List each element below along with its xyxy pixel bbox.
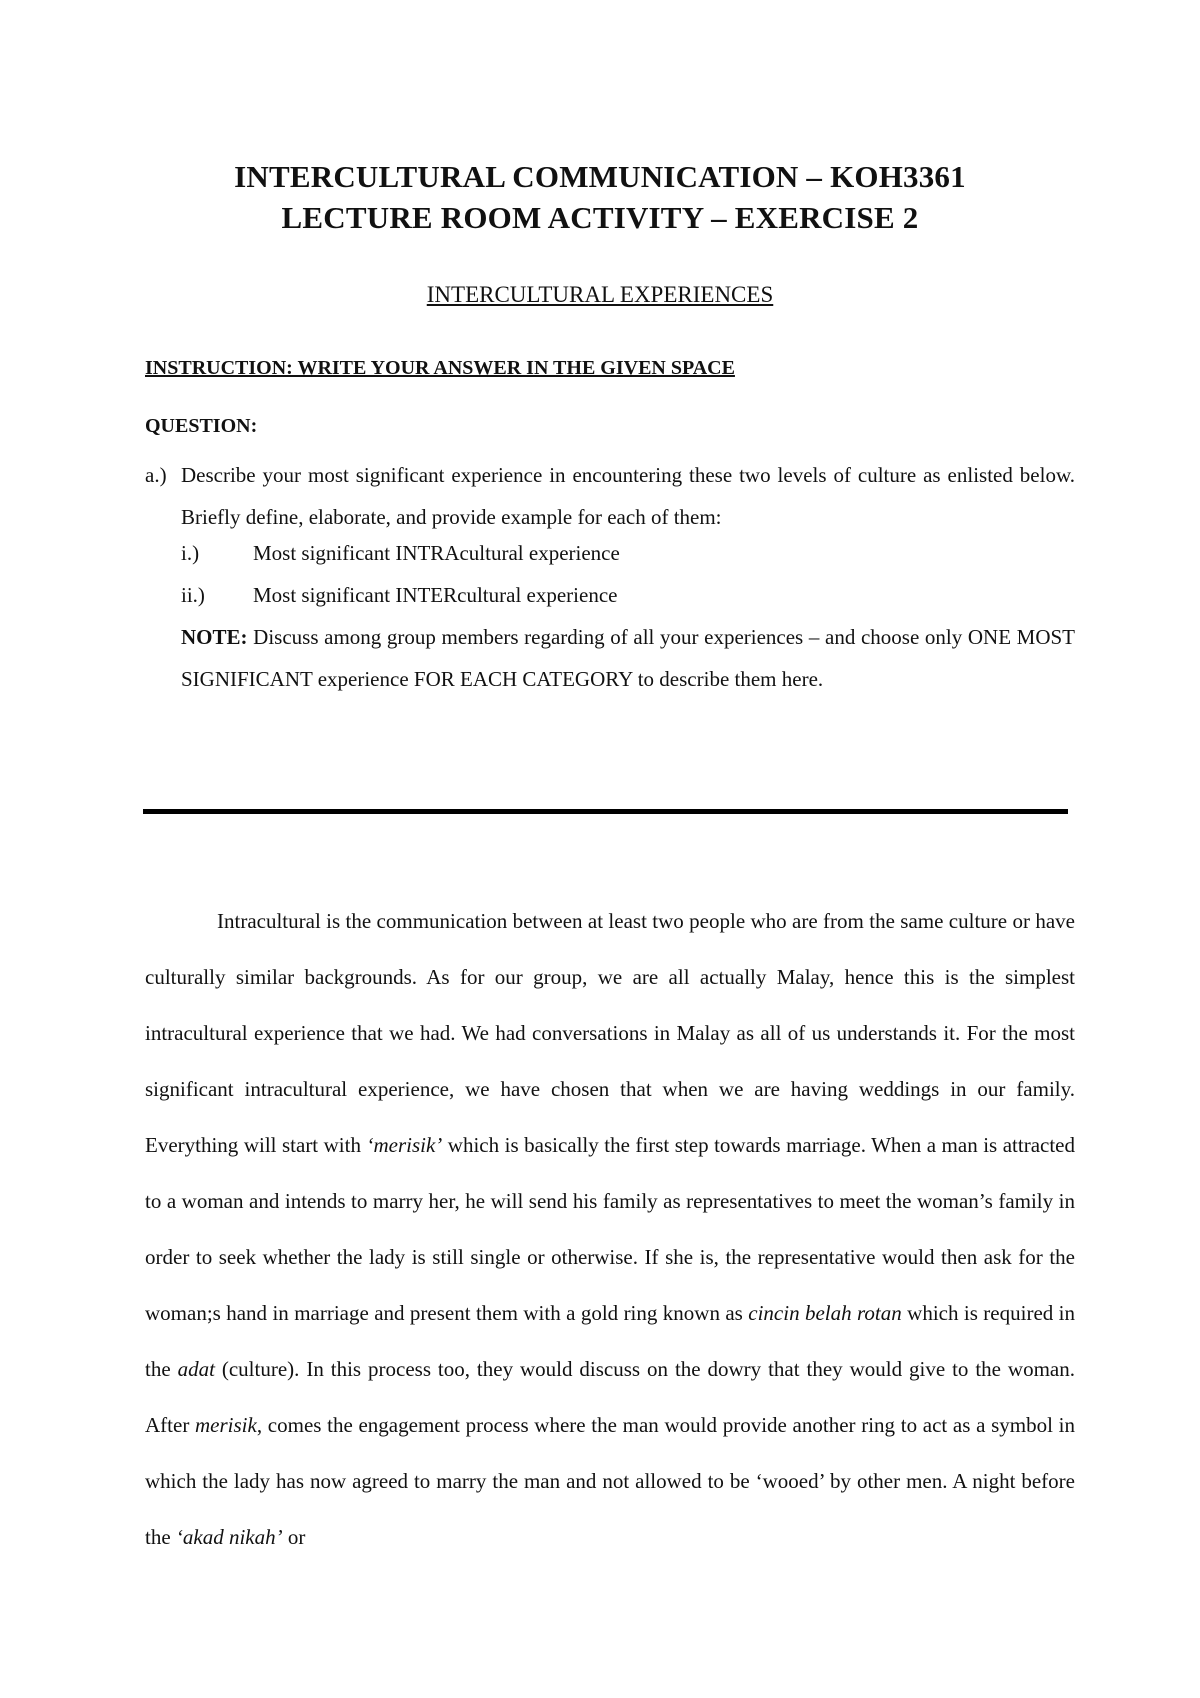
question-a-marker: a.)	[145, 463, 167, 487]
note-label: NOTE:	[181, 625, 248, 649]
essay-term-cincin-belah-rotan: cincin belah rotan	[748, 1301, 902, 1325]
question-label: QUESTION:	[145, 415, 258, 437]
note-text: Discuss among group members regarding of all your experiences – and choose only ONE MOST SIGNIFICANT experience FOR EACH CATEGORY to describe them here.	[181, 625, 1076, 691]
essay-term-merisik: merisik	[195, 1413, 257, 1437]
instruction-text: INSTRUCTION: WRITE YOUR ANSWER IN THE GIVEN SPACE	[145, 357, 735, 379]
essay-term-akad-nikah: ‘akad nikah’	[175, 1525, 283, 1549]
essay-term-adat: adat	[177, 1357, 215, 1381]
answer-essay	[145, 893, 1075, 1565]
question-a-text: Describe your most significant experience in encountering these two levels of culture as enlisted below. Briefly define, elaborate, and provide example for each of them:	[181, 463, 1075, 529]
essay-term-merisik: ‘merisik’	[366, 1133, 443, 1157]
essay-text: which is required in the	[145, 1301, 1075, 1381]
question-a	[145, 454, 1075, 538]
answer-paragraph	[145, 893, 1075, 1565]
section-divider	[143, 809, 1068, 814]
question-note	[181, 616, 1075, 700]
essay-text: Intracultural is the communication between at least two people who are from the same culture or have culturally similar backgrounds. As for our group, we are all actually Malay, hence this is the simplest intracultural experience that we had. We had conversations in Malay as all of us understands it. For the most significant intracultural experience, we have chosen that when we are having weddings in our family. Everything will start with	[145, 909, 1075, 1157]
section-subtitle: INTERCULTURAL EXPERIENCES	[426, 282, 774, 307]
document-title-line-1: INTERCULTURAL COMMUNICATION – KOH3361	[234, 159, 966, 194]
essay-text: which is basically the first step towards marriage. When a man is attracted to a woman and intends to marry her, he will send his family as representatives to meet the woman’s family in order to seek whether the lady is still single or otherwise. If she is, the representative would then ask for the woman;s hand in marriage and present them with a gold ring known as	[145, 1133, 1075, 1325]
item-number: i.)	[181, 541, 200, 565]
item-number: ii.)	[181, 583, 205, 607]
item-text: Most significant INTRAcultural experience	[253, 541, 620, 565]
essay-text: or	[282, 1525, 306, 1549]
essay-text: (culture). In this process too, they would discuss on the dowry that they would give to the woman. After	[145, 1357, 1076, 1437]
item-text: Most significant INTERcultural experience	[253, 583, 618, 607]
essay-text: , comes the engagement process where the man would provide another ring to act as a symbol in which the lady has now agreed to marry the man and not allowed to be ‘wooed’ by other men. A night before the	[145, 1413, 1076, 1549]
document-title-line-2: LECTURE ROOM ACTIVITY – EXERCISE 2	[281, 200, 919, 235]
